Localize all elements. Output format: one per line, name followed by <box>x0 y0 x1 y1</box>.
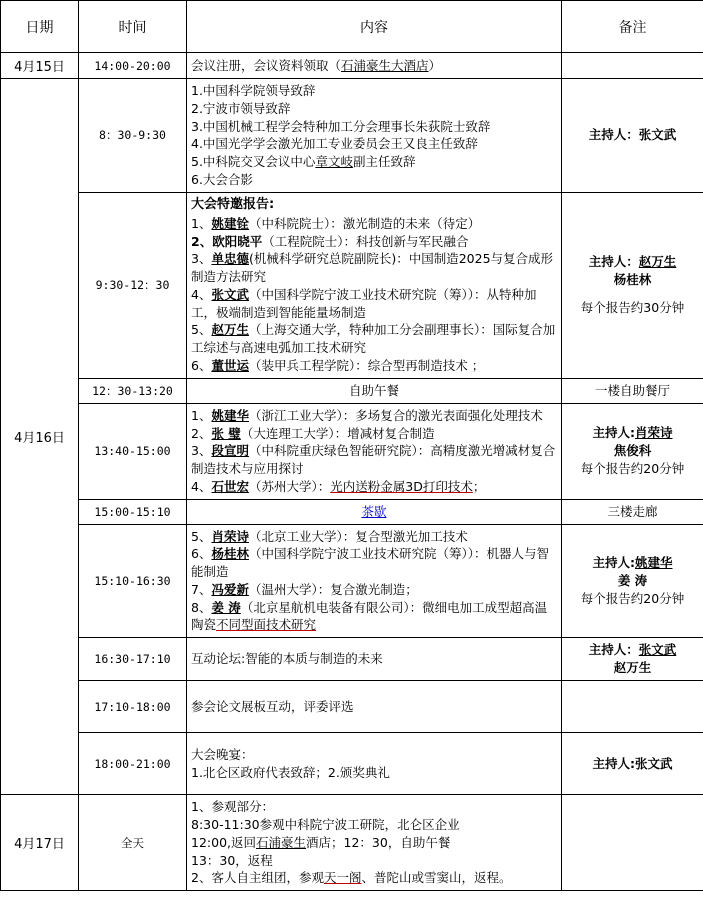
content-line: 13：30，返程 <box>191 852 273 868</box>
content-line: 会议注册，会议资料领取（石浦豪生大酒店） <box>191 57 442 73</box>
note-main: 主持人：张文武 <box>588 642 677 658</box>
note-main: 主持人：赵万生 <box>588 253 677 269</box>
table-row <box>1 79 703 193</box>
cell-note <box>562 638 703 681</box>
content-line: 5、赵万生（上海交通大学，特种加工分会副理事长）：国际复合加工综述与高速电弧加工技术研究 <box>191 322 556 356</box>
table-row <box>1 403 703 499</box>
content-line: 3、段宣明（中科院重庆绿色智能研究院）：高精度激光增减材复合制造技术与应用探讨 <box>191 443 556 477</box>
note-spacer <box>566 289 699 299</box>
cell-content <box>187 53 562 79</box>
cell-time: 14:00-20:00 <box>79 53 187 79</box>
content-line: 3.中国机械工程学会特种加工分会理事长朱荻院士致辞 <box>191 118 491 134</box>
table-row <box>1 681 703 733</box>
note-main: 主持人:姚建华 <box>592 554 673 570</box>
cell-note <box>562 681 703 733</box>
cell-note: 主持人：张文武 <box>562 79 703 193</box>
cell-time: 9:30-12：30 <box>79 192 187 378</box>
cell-note: 一楼自助餐厅 <box>562 378 703 403</box>
table-row <box>1 53 703 79</box>
table-row <box>1 733 703 795</box>
content-line: 6、杨桂林（中国科学院宁波工业技术研究院（筹））：机器人与智能制造 <box>191 546 549 580</box>
header-time: 时间 <box>79 1 187 53</box>
content-line: 7、冯爱新（温州大学）：复合激光制造； <box>191 581 418 597</box>
content-line: 2.宁波市领导致辞 <box>191 100 291 116</box>
cell-content <box>187 733 562 795</box>
cell-note: 三楼走廊 <box>562 499 703 524</box>
content-line: 1.中国科学院领导致辞 <box>191 83 316 98</box>
cell-time: 全天 <box>79 795 187 891</box>
table-row <box>1 795 703 891</box>
content-line: 4、张文武（中国科学院宁波工业技术研究院（筹））：从特种加工，极端制造到智能能量场制造 <box>191 286 537 320</box>
table-row <box>1 192 703 378</box>
content-line: 1、姚建铨（中科院院士）：激光制造的未来（待定） <box>191 215 481 231</box>
note-main-2: 赵万生 <box>613 660 652 676</box>
note-main-2: 杨桂林 <box>613 272 652 288</box>
cell-note <box>562 53 703 79</box>
cell-time: 16:30-17:10 <box>79 638 187 681</box>
cell-content <box>187 79 562 193</box>
cell-content <box>187 192 562 378</box>
header-note: 备注 <box>562 1 703 53</box>
table-row <box>1 524 703 638</box>
cell-content: 参会论文展板互动，评委评选 <box>187 681 562 733</box>
cell-content: 互动论坛:智能的本质与制造的未来 <box>187 638 562 681</box>
header-date: 日期 <box>1 1 79 53</box>
content-line: 5、肖荣诗（北京工业大学）：复合型激光加工技术 <box>191 528 468 544</box>
cell-content: 自助午餐 <box>187 378 562 403</box>
cell-content <box>187 403 562 499</box>
cell-time: 15:00-15:10 <box>79 499 187 524</box>
table-header-row <box>1 1 703 53</box>
cell-content <box>187 524 562 638</box>
cell-date: 4月15日 <box>1 53 79 79</box>
content-line: 1、参观部分： <box>191 799 274 815</box>
cell-note <box>562 403 703 499</box>
content-line: 6、董世运（装甲兵工程学院）：综合型再制造技术 ； <box>191 357 485 373</box>
content-line: 大会晚宴： <box>191 747 254 763</box>
note-main-2: 焦俊科 <box>613 443 652 459</box>
cell-time: 13:40-15:00 <box>79 403 187 499</box>
cell-date: 4月16日 <box>1 79 79 795</box>
cell-content <box>187 795 562 891</box>
content-line: 12:00,返回石浦豪生酒店；12：30，自助午餐 <box>191 834 451 850</box>
content-line: 8、姜 涛（北京星航机电装备有限公司）：微细电加工成型超高温陶瓷不同型面技术研究 <box>191 599 548 633</box>
content-line: 8:30-11:30参观中科院宁波工研院，北仑区企业 <box>191 817 460 833</box>
cell-time: 18:00-21:00 <box>79 733 187 795</box>
cell-note: 主持人:张文武 <box>562 733 703 795</box>
table-row <box>1 499 703 524</box>
content-line: 1.北仑区政府代表致辞；2.颁奖典礼 <box>191 764 390 780</box>
content-line: 6.大会合影 <box>191 171 253 187</box>
content-line: 4.中国光学学会激光加工专业委员会王又良主任致辞 <box>191 136 478 152</box>
header-content: 内容 <box>187 1 562 53</box>
table-row <box>1 638 703 681</box>
cell-content <box>187 499 562 524</box>
content-line: 3、单忠德(机械科学研究总院副院长)：中国制造2025与复合成形制造方法研究 <box>191 251 554 285</box>
content-line: 2、欧阳晓平（工程院院士）：科技创新与军民融合 <box>191 233 469 249</box>
cell-note <box>562 524 703 638</box>
cell-note <box>562 192 703 378</box>
content-line: 2、客人自主组团，参观天一阁、普陀山或雪窦山，返程。 <box>191 870 512 886</box>
note-sub: 每个报告约20分钟 <box>580 461 685 477</box>
content-line: 4、石世宏（苏州大学）：光内送粉金属3D打印技术； <box>191 478 486 494</box>
content-line: 2、张 璧（大连理工大学）：增减材复合制造 <box>191 425 435 441</box>
content-title: 大会特邀报告: <box>191 196 275 212</box>
table-row <box>1 378 703 403</box>
content-link: 茶歇 <box>361 503 387 519</box>
cell-time: 12：30-13:20 <box>79 378 187 403</box>
cell-time: 15:10-16:30 <box>79 524 187 638</box>
content-line: 1、姚建华（浙江工业大学）：多场复合的激光表面强化处理技术 <box>191 407 543 423</box>
note-main: 主持人:肖荣诗 <box>592 425 673 441</box>
cell-time: 17:10-18:00 <box>79 681 187 733</box>
note-main-2: 姜 涛 <box>617 572 648 588</box>
content-line: 5.中科院交叉会议中心章文岐副主任致辞 <box>191 154 416 169</box>
cell-time: 8：30-9:30 <box>79 79 187 193</box>
cell-note <box>562 795 703 891</box>
cell-date: 4月17日 <box>1 795 79 891</box>
note-sub: 每个报告约20分钟 <box>580 591 685 607</box>
note-sub: 每个报告约30分钟 <box>580 300 685 316</box>
